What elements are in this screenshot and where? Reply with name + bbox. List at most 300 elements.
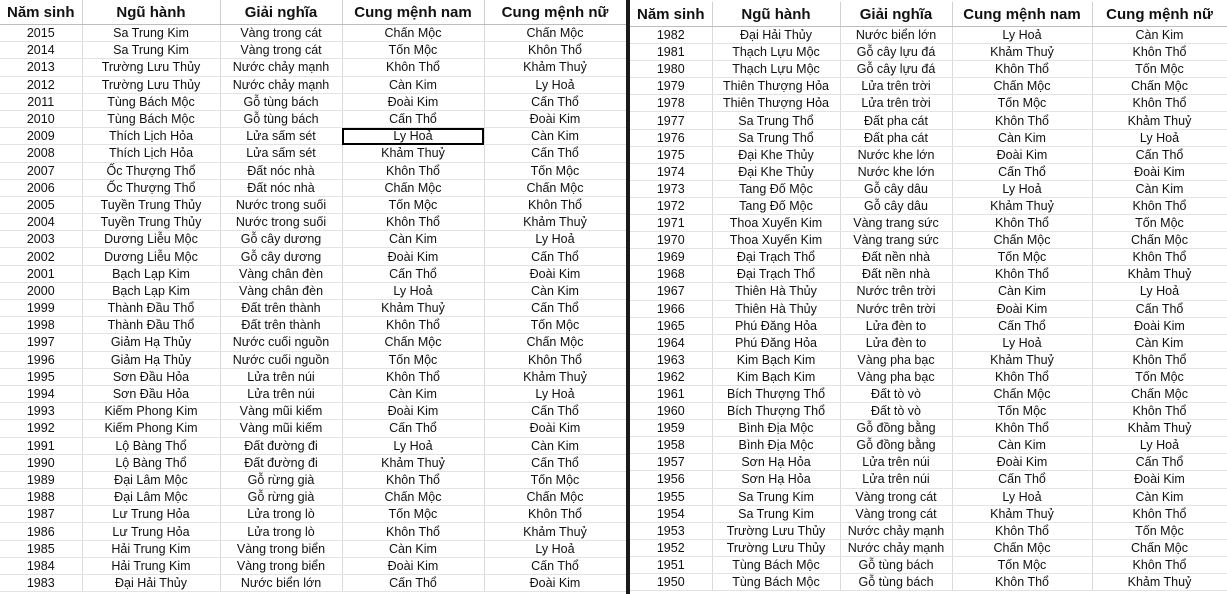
cell-giai-nghia[interactable]: Gỗ cây dâu (840, 180, 952, 197)
cell-ngu-hanh[interactable]: Sơn Hạ Hỏa (712, 454, 840, 471)
cell-giai-nghia[interactable]: Vàng trong biển (220, 557, 342, 574)
cell-cung-menh-nam[interactable]: Ly Hoả (342, 282, 484, 299)
cell-cung-menh-nu[interactable]: Đoài Kim (484, 265, 626, 282)
cell-cung-menh-nu[interactable]: Chấn Mộc (1092, 539, 1227, 556)
cell-cung-menh-nu[interactable]: Khảm Thuỷ (484, 523, 626, 540)
cell-ngu-hanh[interactable]: Bích Thượng Thổ (712, 385, 840, 402)
cell-cung-menh-nam[interactable]: Ly Hoả (952, 488, 1092, 505)
cell-ngu-hanh[interactable]: Thiên Thượng Hỏa (712, 78, 840, 95)
cell-nam-sinh[interactable]: 1968 (630, 266, 712, 283)
cell-giai-nghia[interactable]: Vàng chân đèn (220, 265, 342, 282)
cell-giai-nghia[interactable]: Lửa sấm sét (220, 128, 342, 145)
cell-cung-menh-nam[interactable]: Cấn Thổ (952, 163, 1092, 180)
cell-giai-nghia[interactable]: Đất đường đi (220, 454, 342, 471)
cell-ngu-hanh[interactable]: Đại Lâm Mộc (82, 489, 220, 506)
cell-nam-sinh[interactable]: 1971 (630, 215, 712, 232)
cell-giai-nghia[interactable]: Nước khe lớn (840, 146, 952, 163)
cell-giai-nghia[interactable]: Gỗ tùng bách (220, 93, 342, 110)
cell-cung-menh-nu[interactable]: Khảm Thuỷ (1092, 266, 1227, 283)
cell-cung-menh-nam[interactable]: Khảm Thuỷ (342, 454, 484, 471)
cell-nam-sinh[interactable]: 1953 (630, 522, 712, 539)
cell-nam-sinh[interactable]: 1989 (0, 471, 82, 488)
cell-cung-menh-nu[interactable]: Đoài Kim (484, 575, 626, 592)
cell-cung-menh-nu[interactable]: Khảm Thuỷ (1092, 112, 1227, 129)
cell-cung-menh-nu[interactable]: Đoài Kim (484, 420, 626, 437)
cell-cung-menh-nam[interactable]: Đoài Kim (952, 300, 1092, 317)
cell-ngu-hanh[interactable]: Đại Trạch Thổ (712, 266, 840, 283)
cell-cung-menh-nu[interactable]: Chấn Mộc (1092, 232, 1227, 249)
cell-nam-sinh[interactable]: 1980 (630, 61, 712, 78)
cell-nam-sinh[interactable]: 1996 (0, 351, 82, 368)
cell-cung-menh-nam[interactable]: Tốn Mộc (952, 403, 1092, 420)
cell-nam-sinh[interactable]: 1966 (630, 300, 712, 317)
cell-giai-nghia[interactable]: Đất nền nhà (840, 266, 952, 283)
cell-ngu-hanh[interactable]: Sa Trung Kim (82, 25, 220, 42)
cell-ngu-hanh[interactable]: Đại Lâm Mộc (82, 471, 220, 488)
cell-ngu-hanh[interactable]: Giảm Hạ Thủy (82, 351, 220, 368)
cell-cung-menh-nam[interactable]: Cấn Thổ (342, 575, 484, 592)
cell-giai-nghia[interactable]: Nước biển lớn (220, 575, 342, 592)
cell-nam-sinh[interactable]: 1986 (0, 523, 82, 540)
cell-ngu-hanh[interactable]: Trường Lưu Thủy (82, 59, 220, 76)
cell-ngu-hanh[interactable]: Trường Lưu Thủy (82, 76, 220, 93)
cell-cung-menh-nu[interactable]: Khôn Thổ (484, 351, 626, 368)
cell-cung-menh-nu[interactable]: Tốn Mộc (1092, 215, 1227, 232)
cell-giai-nghia[interactable]: Gỗ đồng bằng (840, 420, 952, 437)
cell-cung-menh-nam[interactable]: Khôn Thổ (342, 162, 484, 179)
cell-cung-menh-nam[interactable]: Khảm Thuỷ (952, 197, 1092, 214)
cell-cung-menh-nam[interactable]: Chấn Mộc (342, 25, 484, 42)
cell-ngu-hanh[interactable]: Tùng Bách Mộc (82, 110, 220, 127)
cell-cung-menh-nam[interactable]: Đoài Kim (342, 403, 484, 420)
cell-cung-menh-nu[interactable]: Khảm Thuỷ (484, 214, 626, 231)
cell-cung-menh-nu[interactable]: Cấn Thổ (484, 454, 626, 471)
cell-giai-nghia[interactable]: Đất nóc nhà (220, 179, 342, 196)
cell-ngu-hanh[interactable]: Kiếm Phong Kim (82, 420, 220, 437)
cell-cung-menh-nu[interactable]: Khôn Thổ (484, 42, 626, 59)
cell-cung-menh-nu[interactable]: Đoài Kim (1092, 317, 1227, 334)
cell-cung-menh-nam[interactable]: Khôn Thổ (952, 574, 1092, 591)
cell-giai-nghia[interactable]: Vàng pha bạc (840, 351, 952, 368)
header-ngu-hanh[interactable]: Ngũ hành (712, 2, 840, 27)
cell-giai-nghia[interactable]: Vàng trong biển (220, 540, 342, 557)
cell-ngu-hanh[interactable]: Thoa Xuyến Kim (712, 215, 840, 232)
cell-giai-nghia[interactable]: Vàng trong cát (840, 488, 952, 505)
cell-ngu-hanh[interactable]: Ốc Thượng Thổ (82, 162, 220, 179)
cell-ngu-hanh[interactable]: Sa Trung Kim (712, 488, 840, 505)
cell-cung-menh-nam[interactable]: Càn Kim (952, 437, 1092, 454)
cell-cung-menh-nam[interactable]: Đoài Kim (342, 93, 484, 110)
cell-nam-sinh[interactable]: 1997 (0, 334, 82, 351)
cell-ngu-hanh[interactable]: Sa Trung Thổ (712, 129, 840, 146)
cell-giai-nghia[interactable]: Lửa sấm sét (220, 145, 342, 162)
cell-cung-menh-nu[interactable]: Càn Kim (484, 128, 626, 145)
cell-cung-menh-nu[interactable]: Ly Hoả (1092, 283, 1227, 300)
cell-cung-menh-nam[interactable]: Khôn Thổ (342, 317, 484, 334)
cell-ngu-hanh[interactable]: Sơn Đầu Hỏa (82, 368, 220, 385)
cell-cung-menh-nam[interactable]: Khảm Thuỷ (952, 351, 1092, 368)
cell-nam-sinh[interactable]: 1955 (630, 488, 712, 505)
cell-nam-sinh[interactable]: 1965 (630, 317, 712, 334)
cell-ngu-hanh[interactable]: Trường Lưu Thủy (712, 522, 840, 539)
cell-cung-menh-nu[interactable]: Tốn Mộc (484, 317, 626, 334)
cell-ngu-hanh[interactable]: Tang Đố Mộc (712, 197, 840, 214)
cell-giai-nghia[interactable]: Đất pha cát (840, 112, 952, 129)
cell-giai-nghia[interactable]: Nước trong suối (220, 214, 342, 231)
cell-cung-menh-nu[interactable]: Ly Hoả (484, 231, 626, 248)
cell-nam-sinh[interactable]: 1973 (630, 180, 712, 197)
cell-nam-sinh[interactable]: 1987 (0, 506, 82, 523)
cell-cung-menh-nam[interactable]: Chấn Mộc (952, 539, 1092, 556)
cell-ngu-hanh[interactable]: Đại Khe Thủy (712, 146, 840, 163)
cell-nam-sinh[interactable]: 2008 (0, 145, 82, 162)
cell-cung-menh-nu[interactable]: Tốn Mộc (484, 471, 626, 488)
cell-ngu-hanh[interactable]: Trường Lưu Thủy (712, 539, 840, 556)
cell-ngu-hanh[interactable]: Thành Đầu Thổ (82, 300, 220, 317)
cell-nam-sinh[interactable]: 2001 (0, 265, 82, 282)
cell-ngu-hanh[interactable]: Lộ Bàng Thổ (82, 454, 220, 471)
cell-ngu-hanh[interactable]: Tùng Bách Mộc (712, 556, 840, 573)
cell-ngu-hanh[interactable]: Thành Đầu Thổ (82, 317, 220, 334)
cell-cung-menh-nam[interactable]: Càn Kim (342, 385, 484, 402)
cell-cung-menh-nu[interactable]: Ly Hoả (484, 540, 626, 557)
cell-ngu-hanh[interactable]: Hải Trung Kim (82, 540, 220, 557)
cell-cung-menh-nu[interactable]: Đoài Kim (484, 110, 626, 127)
cell-nam-sinh[interactable]: 1988 (0, 489, 82, 506)
cell-ngu-hanh[interactable]: Lộ Bàng Thổ (82, 437, 220, 454)
cell-giai-nghia[interactable]: Vàng pha bạc (840, 368, 952, 385)
cell-cung-menh-nu[interactable]: Tốn Mộc (1092, 61, 1227, 78)
cell-cung-menh-nam[interactable]: Khôn Thổ (952, 61, 1092, 78)
cell-giai-nghia[interactable]: Lửa trên trời (840, 95, 952, 112)
header-cung-menh-nu[interactable]: Cung mệnh nữ (1092, 2, 1227, 27)
cell-cung-menh-nam[interactable]: Ly Hoả (342, 437, 484, 454)
cell-giai-nghia[interactable]: Vàng trong cát (220, 42, 342, 59)
cell-cung-menh-nam[interactable]: Tốn Mộc (342, 42, 484, 59)
cell-nam-sinh[interactable]: 1990 (0, 454, 82, 471)
cell-nam-sinh[interactable]: 2011 (0, 93, 82, 110)
cell-cung-menh-nu[interactable]: Cấn Thổ (484, 300, 626, 317)
cell-giai-nghia[interactable]: Vàng mũi kiếm (220, 420, 342, 437)
cell-giai-nghia[interactable]: Nước chảy mạnh (840, 522, 952, 539)
cell-giai-nghia[interactable]: Đất trên thành (220, 300, 342, 317)
cell-cung-menh-nu[interactable]: Ly Hoả (484, 76, 626, 93)
cell-cung-menh-nam[interactable]: Càn Kim (342, 76, 484, 93)
cell-nam-sinh[interactable]: 1964 (630, 334, 712, 351)
cell-nam-sinh[interactable]: 1951 (630, 556, 712, 573)
header-nam-sinh[interactable]: Năm sinh (630, 2, 712, 27)
cell-giai-nghia[interactable]: Gỗ rừng già (220, 471, 342, 488)
cell-nam-sinh[interactable]: 2013 (0, 59, 82, 76)
cell-giai-nghia[interactable]: Gỗ cây lựu đá (840, 61, 952, 78)
cell-nam-sinh[interactable]: 1995 (0, 368, 82, 385)
cell-cung-menh-nu[interactable]: Càn Kim (484, 437, 626, 454)
cell-ngu-hanh[interactable]: Thích Lịch Hỏa (82, 128, 220, 145)
cell-cung-menh-nu[interactable]: Khôn Thổ (1092, 249, 1227, 266)
cell-nam-sinh[interactable]: 2003 (0, 231, 82, 248)
cell-cung-menh-nu[interactable]: Cấn Thổ (484, 557, 626, 574)
cell-ngu-hanh[interactable]: Sơn Đầu Hỏa (82, 385, 220, 402)
cell-ngu-hanh[interactable]: Tuyền Trung Thủy (82, 214, 220, 231)
cell-ngu-hanh[interactable]: Bạch Lạp Kim (82, 265, 220, 282)
cell-cung-menh-nu[interactable]: Cấn Thổ (1092, 454, 1227, 471)
cell-giai-nghia[interactable]: Lửa trên trời (840, 78, 952, 95)
cell-giai-nghia[interactable]: Nước cuối nguồn (220, 334, 342, 351)
cell-giai-nghia[interactable]: Lửa trên núi (840, 454, 952, 471)
cell-cung-menh-nam[interactable]: Càn Kim (342, 231, 484, 248)
header-cung-menh-nu[interactable]: Cung mệnh nữ (484, 0, 626, 25)
cell-ngu-hanh[interactable]: Lư Trung Hỏa (82, 523, 220, 540)
cell-ngu-hanh[interactable]: Thạch Lựu Mộc (712, 61, 840, 78)
cell-giai-nghia[interactable]: Gỗ tùng bách (220, 110, 342, 127)
cell-nam-sinh[interactable]: 1967 (630, 283, 712, 300)
cell-giai-nghia[interactable]: Lửa trên núi (220, 385, 342, 402)
cell-cung-menh-nu[interactable]: Khôn Thổ (1092, 351, 1227, 368)
cell-cung-menh-nam[interactable]: Cấn Thổ (342, 110, 484, 127)
cell-cung-menh-nu[interactable]: Càn Kim (1092, 27, 1227, 44)
cell-ngu-hanh[interactable]: Bích Thượng Thổ (712, 403, 840, 420)
cell-nam-sinh[interactable]: 2006 (0, 179, 82, 196)
cell-cung-menh-nam[interactable]: Ly Hoả (342, 128, 484, 145)
cell-cung-menh-nu[interactable]: Cấn Thổ (484, 145, 626, 162)
cell-cung-menh-nam[interactable]: Khôn Thổ (952, 420, 1092, 437)
cell-nam-sinh[interactable]: 2009 (0, 128, 82, 145)
cell-ngu-hanh[interactable]: Tùng Bách Mộc (712, 574, 840, 591)
cell-cung-menh-nam[interactable]: Chấn Mộc (952, 232, 1092, 249)
cell-cung-menh-nam[interactable]: Khôn Thổ (342, 59, 484, 76)
cell-cung-menh-nu[interactable]: Càn Kim (1092, 180, 1227, 197)
cell-ngu-hanh[interactable]: Sa Trung Thổ (712, 112, 840, 129)
cell-cung-menh-nam[interactable]: Khôn Thổ (952, 266, 1092, 283)
cell-giai-nghia[interactable]: Lửa trên núi (840, 471, 952, 488)
cell-ngu-hanh[interactable]: Thiên Hà Thủy (712, 300, 840, 317)
cell-cung-menh-nu[interactable]: Chấn Mộc (1092, 385, 1227, 402)
cell-nam-sinh[interactable]: 1958 (630, 437, 712, 454)
cell-cung-menh-nu[interactable]: Cấn Thổ (1092, 300, 1227, 317)
cell-nam-sinh[interactable]: 1956 (630, 471, 712, 488)
cell-cung-menh-nam[interactable]: Tốn Mộc (952, 249, 1092, 266)
cell-cung-menh-nam[interactable]: Chấn Mộc (342, 489, 484, 506)
cell-giai-nghia[interactable]: Lửa trên núi (220, 368, 342, 385)
cell-giai-nghia[interactable]: Nước cuối nguồn (220, 351, 342, 368)
cell-ngu-hanh[interactable]: Sơn Hạ Hỏa (712, 471, 840, 488)
cell-cung-menh-nu[interactable]: Khảm Thuỷ (1092, 420, 1227, 437)
cell-giai-nghia[interactable]: Đất nền nhà (840, 249, 952, 266)
cell-cung-menh-nu[interactable]: Tốn Mộc (484, 162, 626, 179)
cell-giai-nghia[interactable]: Lửa đèn to (840, 317, 952, 334)
cell-cung-menh-nam[interactable]: Khôn Thổ (342, 471, 484, 488)
cell-giai-nghia[interactable]: Nước trên trời (840, 300, 952, 317)
cell-cung-menh-nam[interactable]: Đoài Kim (342, 557, 484, 574)
cell-giai-nghia[interactable]: Nước biển lớn (840, 27, 952, 44)
cell-cung-menh-nam[interactable]: Tốn Mộc (952, 556, 1092, 573)
cell-cung-menh-nu[interactable]: Ly Hoả (1092, 129, 1227, 146)
cell-nam-sinh[interactable]: 1985 (0, 540, 82, 557)
cell-ngu-hanh[interactable]: Hải Trung Kim (82, 557, 220, 574)
cell-cung-menh-nam[interactable]: Càn Kim (952, 129, 1092, 146)
cell-ngu-hanh[interactable]: Tang Đố Mộc (712, 180, 840, 197)
cell-ngu-hanh[interactable]: Thiên Hà Thủy (712, 283, 840, 300)
header-giai-nghia[interactable]: Giải nghĩa (220, 0, 342, 25)
cell-nam-sinh[interactable]: 2000 (0, 282, 82, 299)
cell-cung-menh-nu[interactable]: Cấn Thổ (484, 248, 626, 265)
cell-nam-sinh[interactable]: 2004 (0, 214, 82, 231)
cell-cung-menh-nam[interactable]: Càn Kim (952, 283, 1092, 300)
cell-cung-menh-nu[interactable]: Khôn Thổ (1092, 556, 1227, 573)
header-giai-nghia[interactable]: Giải nghĩa (840, 2, 952, 27)
cell-cung-menh-nu[interactable]: Càn Kim (484, 282, 626, 299)
cell-cung-menh-nu[interactable]: Cấn Thổ (1092, 146, 1227, 163)
cell-nam-sinh[interactable]: 2012 (0, 76, 82, 93)
cell-nam-sinh[interactable]: 1963 (630, 351, 712, 368)
cell-nam-sinh[interactable]: 1962 (630, 368, 712, 385)
cell-ngu-hanh[interactable]: Phú Đăng Hỏa (712, 334, 840, 351)
cell-ngu-hanh[interactable]: Đại Khe Thủy (712, 163, 840, 180)
cell-giai-nghia[interactable]: Vàng mũi kiếm (220, 403, 342, 420)
cell-nam-sinh[interactable]: 1978 (630, 95, 712, 112)
cell-cung-menh-nu[interactable]: Khảm Thuỷ (484, 368, 626, 385)
cell-nam-sinh[interactable]: 2010 (0, 110, 82, 127)
cell-nam-sinh[interactable]: 1981 (630, 44, 712, 61)
cell-nam-sinh[interactable]: 1976 (630, 129, 712, 146)
cell-cung-menh-nam[interactable]: Khảm Thuỷ (952, 505, 1092, 522)
cell-cung-menh-nu[interactable]: Cấn Thổ (484, 93, 626, 110)
cell-ngu-hanh[interactable]: Thạch Lựu Mộc (712, 44, 840, 61)
cell-cung-menh-nam[interactable]: Chấn Mộc (952, 78, 1092, 95)
cell-cung-menh-nam[interactable]: Khảm Thuỷ (952, 44, 1092, 61)
cell-nam-sinh[interactable]: 2002 (0, 248, 82, 265)
cell-cung-menh-nam[interactable]: Đoài Kim (952, 454, 1092, 471)
cell-nam-sinh[interactable]: 1993 (0, 403, 82, 420)
cell-nam-sinh[interactable]: 2007 (0, 162, 82, 179)
cell-cung-menh-nam[interactable]: Tốn Mộc (342, 196, 484, 213)
cell-giai-nghia[interactable]: Vàng trang sức (840, 215, 952, 232)
cell-ngu-hanh[interactable]: Bình Địa Mộc (712, 420, 840, 437)
cell-cung-menh-nam[interactable]: Khôn Thổ (342, 368, 484, 385)
cell-nam-sinh[interactable]: 1992 (0, 420, 82, 437)
cell-nam-sinh[interactable]: 1979 (630, 78, 712, 95)
cell-ngu-hanh[interactable]: Thiên Thượng Hỏa (712, 95, 840, 112)
cell-cung-menh-nam[interactable]: Tốn Mộc (342, 506, 484, 523)
cell-giai-nghia[interactable]: Lửa đèn to (840, 334, 952, 351)
cell-giai-nghia[interactable]: Đất tò vò (840, 403, 952, 420)
cell-ngu-hanh[interactable]: Dương Liễu Mộc (82, 248, 220, 265)
cell-cung-menh-nu[interactable]: Khôn Thổ (1092, 197, 1227, 214)
cell-giai-nghia[interactable]: Gỗ rừng già (220, 489, 342, 506)
cell-cung-menh-nam[interactable]: Cấn Thổ (342, 420, 484, 437)
cell-giai-nghia[interactable]: Lửa trong lò (220, 523, 342, 540)
cell-cung-menh-nam[interactable]: Chấn Mộc (342, 334, 484, 351)
cell-nam-sinh[interactable]: 1977 (630, 112, 712, 129)
cell-ngu-hanh[interactable]: Kim Bạch Kim (712, 368, 840, 385)
cell-giai-nghia[interactable]: Vàng trang sức (840, 232, 952, 249)
cell-giai-nghia[interactable]: Gỗ cây dương (220, 248, 342, 265)
cell-giai-nghia[interactable]: Gỗ cây lựu đá (840, 44, 952, 61)
cell-cung-menh-nam[interactable]: Ly Hoả (952, 180, 1092, 197)
cell-cung-menh-nu[interactable]: Chấn Mộc (484, 179, 626, 196)
cell-ngu-hanh[interactable]: Phú Đăng Hỏa (712, 317, 840, 334)
cell-cung-menh-nam[interactable]: Cấn Thổ (342, 265, 484, 282)
cell-cung-menh-nu[interactable]: Cấn Thổ (484, 403, 626, 420)
cell-giai-nghia[interactable]: Gỗ cây dâu (840, 197, 952, 214)
cell-nam-sinh[interactable]: 1957 (630, 454, 712, 471)
cell-nam-sinh[interactable]: 1950 (630, 574, 712, 591)
cell-cung-menh-nam[interactable]: Khôn Thổ (342, 523, 484, 540)
cell-cung-menh-nam[interactable]: Khảm Thuỷ (342, 300, 484, 317)
cell-giai-nghia[interactable]: Vàng trong cát (220, 25, 342, 42)
cell-ngu-hanh[interactable]: Thoa Xuyến Kim (712, 232, 840, 249)
cell-nam-sinh[interactable]: 1970 (630, 232, 712, 249)
cell-cung-menh-nu[interactable]: Càn Kim (1092, 334, 1227, 351)
cell-giai-nghia[interactable]: Gỗ tùng bách (840, 556, 952, 573)
cell-nam-sinh[interactable]: 1984 (0, 557, 82, 574)
cell-cung-menh-nu[interactable]: Khảm Thuỷ (484, 59, 626, 76)
cell-nam-sinh[interactable]: 2005 (0, 196, 82, 213)
cell-giai-nghia[interactable]: Nước chảy mạnh (840, 539, 952, 556)
cell-cung-menh-nu[interactable]: Khôn Thổ (484, 506, 626, 523)
cell-cung-menh-nam[interactable]: Khảm Thuỷ (342, 145, 484, 162)
cell-cung-menh-nam[interactable]: Cấn Thổ (952, 471, 1092, 488)
cell-ngu-hanh[interactable]: Đại Hải Thủy (712, 27, 840, 44)
cell-nam-sinh[interactable]: 1952 (630, 539, 712, 556)
cell-cung-menh-nu[interactable]: Tốn Mộc (1092, 368, 1227, 385)
cell-giai-nghia[interactable]: Nước chảy mạnh (220, 59, 342, 76)
cell-giai-nghia[interactable]: Đất đường đi (220, 437, 342, 454)
cell-cung-menh-nam[interactable]: Ly Hoả (952, 334, 1092, 351)
cell-cung-menh-nu[interactable]: Chấn Mộc (484, 25, 626, 42)
cell-nam-sinh[interactable]: 1991 (0, 437, 82, 454)
cell-ngu-hanh[interactable]: Ốc Thượng Thổ (82, 179, 220, 196)
cell-nam-sinh[interactable]: 1960 (630, 403, 712, 420)
cell-cung-menh-nam[interactable]: Càn Kim (342, 540, 484, 557)
cell-cung-menh-nam[interactable]: Đoài Kim (342, 248, 484, 265)
cell-cung-menh-nu[interactable]: Khôn Thổ (484, 196, 626, 213)
cell-nam-sinh[interactable]: 1974 (630, 163, 712, 180)
cell-cung-menh-nu[interactable]: Đoài Kim (1092, 471, 1227, 488)
cell-nam-sinh[interactable]: 1954 (630, 505, 712, 522)
cell-giai-nghia[interactable]: Gỗ tùng bách (840, 574, 952, 591)
cell-cung-menh-nam[interactable]: Cấn Thổ (952, 317, 1092, 334)
cell-nam-sinh[interactable]: 1975 (630, 146, 712, 163)
cell-cung-menh-nu[interactable]: Tốn Mộc (1092, 522, 1227, 539)
cell-ngu-hanh[interactable]: Sa Trung Kim (712, 505, 840, 522)
cell-ngu-hanh[interactable]: Sa Trung Kim (82, 42, 220, 59)
cell-ngu-hanh[interactable]: Dương Liễu Mộc (82, 231, 220, 248)
cell-cung-menh-nam[interactable]: Tốn Mộc (342, 351, 484, 368)
cell-cung-menh-nu[interactable]: Khôn Thổ (1092, 403, 1227, 420)
cell-cung-menh-nu[interactable]: Ly Hoả (1092, 437, 1227, 454)
cell-cung-menh-nam[interactable]: Chấn Mộc (342, 179, 484, 196)
cell-cung-menh-nu[interactable]: Khôn Thổ (1092, 505, 1227, 522)
cell-cung-menh-nu[interactable]: Đoài Kim (1092, 163, 1227, 180)
cell-cung-menh-nam[interactable]: Khôn Thổ (952, 522, 1092, 539)
cell-cung-menh-nam[interactable]: Khôn Thổ (952, 368, 1092, 385)
cell-ngu-hanh[interactable]: Tùng Bách Mộc (82, 93, 220, 110)
cell-giai-nghia[interactable]: Đất nóc nhà (220, 162, 342, 179)
cell-ngu-hanh[interactable]: Bạch Lạp Kim (82, 282, 220, 299)
cell-nam-sinh[interactable]: 2015 (0, 25, 82, 42)
cell-cung-menh-nam[interactable]: Khôn Thổ (952, 112, 1092, 129)
cell-ngu-hanh[interactable]: Đại Trạch Thổ (712, 249, 840, 266)
cell-cung-menh-nu[interactable]: Khôn Thổ (1092, 95, 1227, 112)
cell-cung-menh-nam[interactable]: Khôn Thổ (952, 215, 1092, 232)
cell-giai-nghia[interactable]: Vàng chân đèn (220, 282, 342, 299)
cell-cung-menh-nam[interactable]: Ly Hoả (952, 27, 1092, 44)
cell-cung-menh-nu[interactable]: Khảm Thuỷ (1092, 574, 1227, 591)
cell-giai-nghia[interactable]: Nước khe lớn (840, 163, 952, 180)
cell-cung-menh-nu[interactable]: Chấn Mộc (484, 334, 626, 351)
cell-nam-sinh[interactable]: 1983 (0, 575, 82, 592)
